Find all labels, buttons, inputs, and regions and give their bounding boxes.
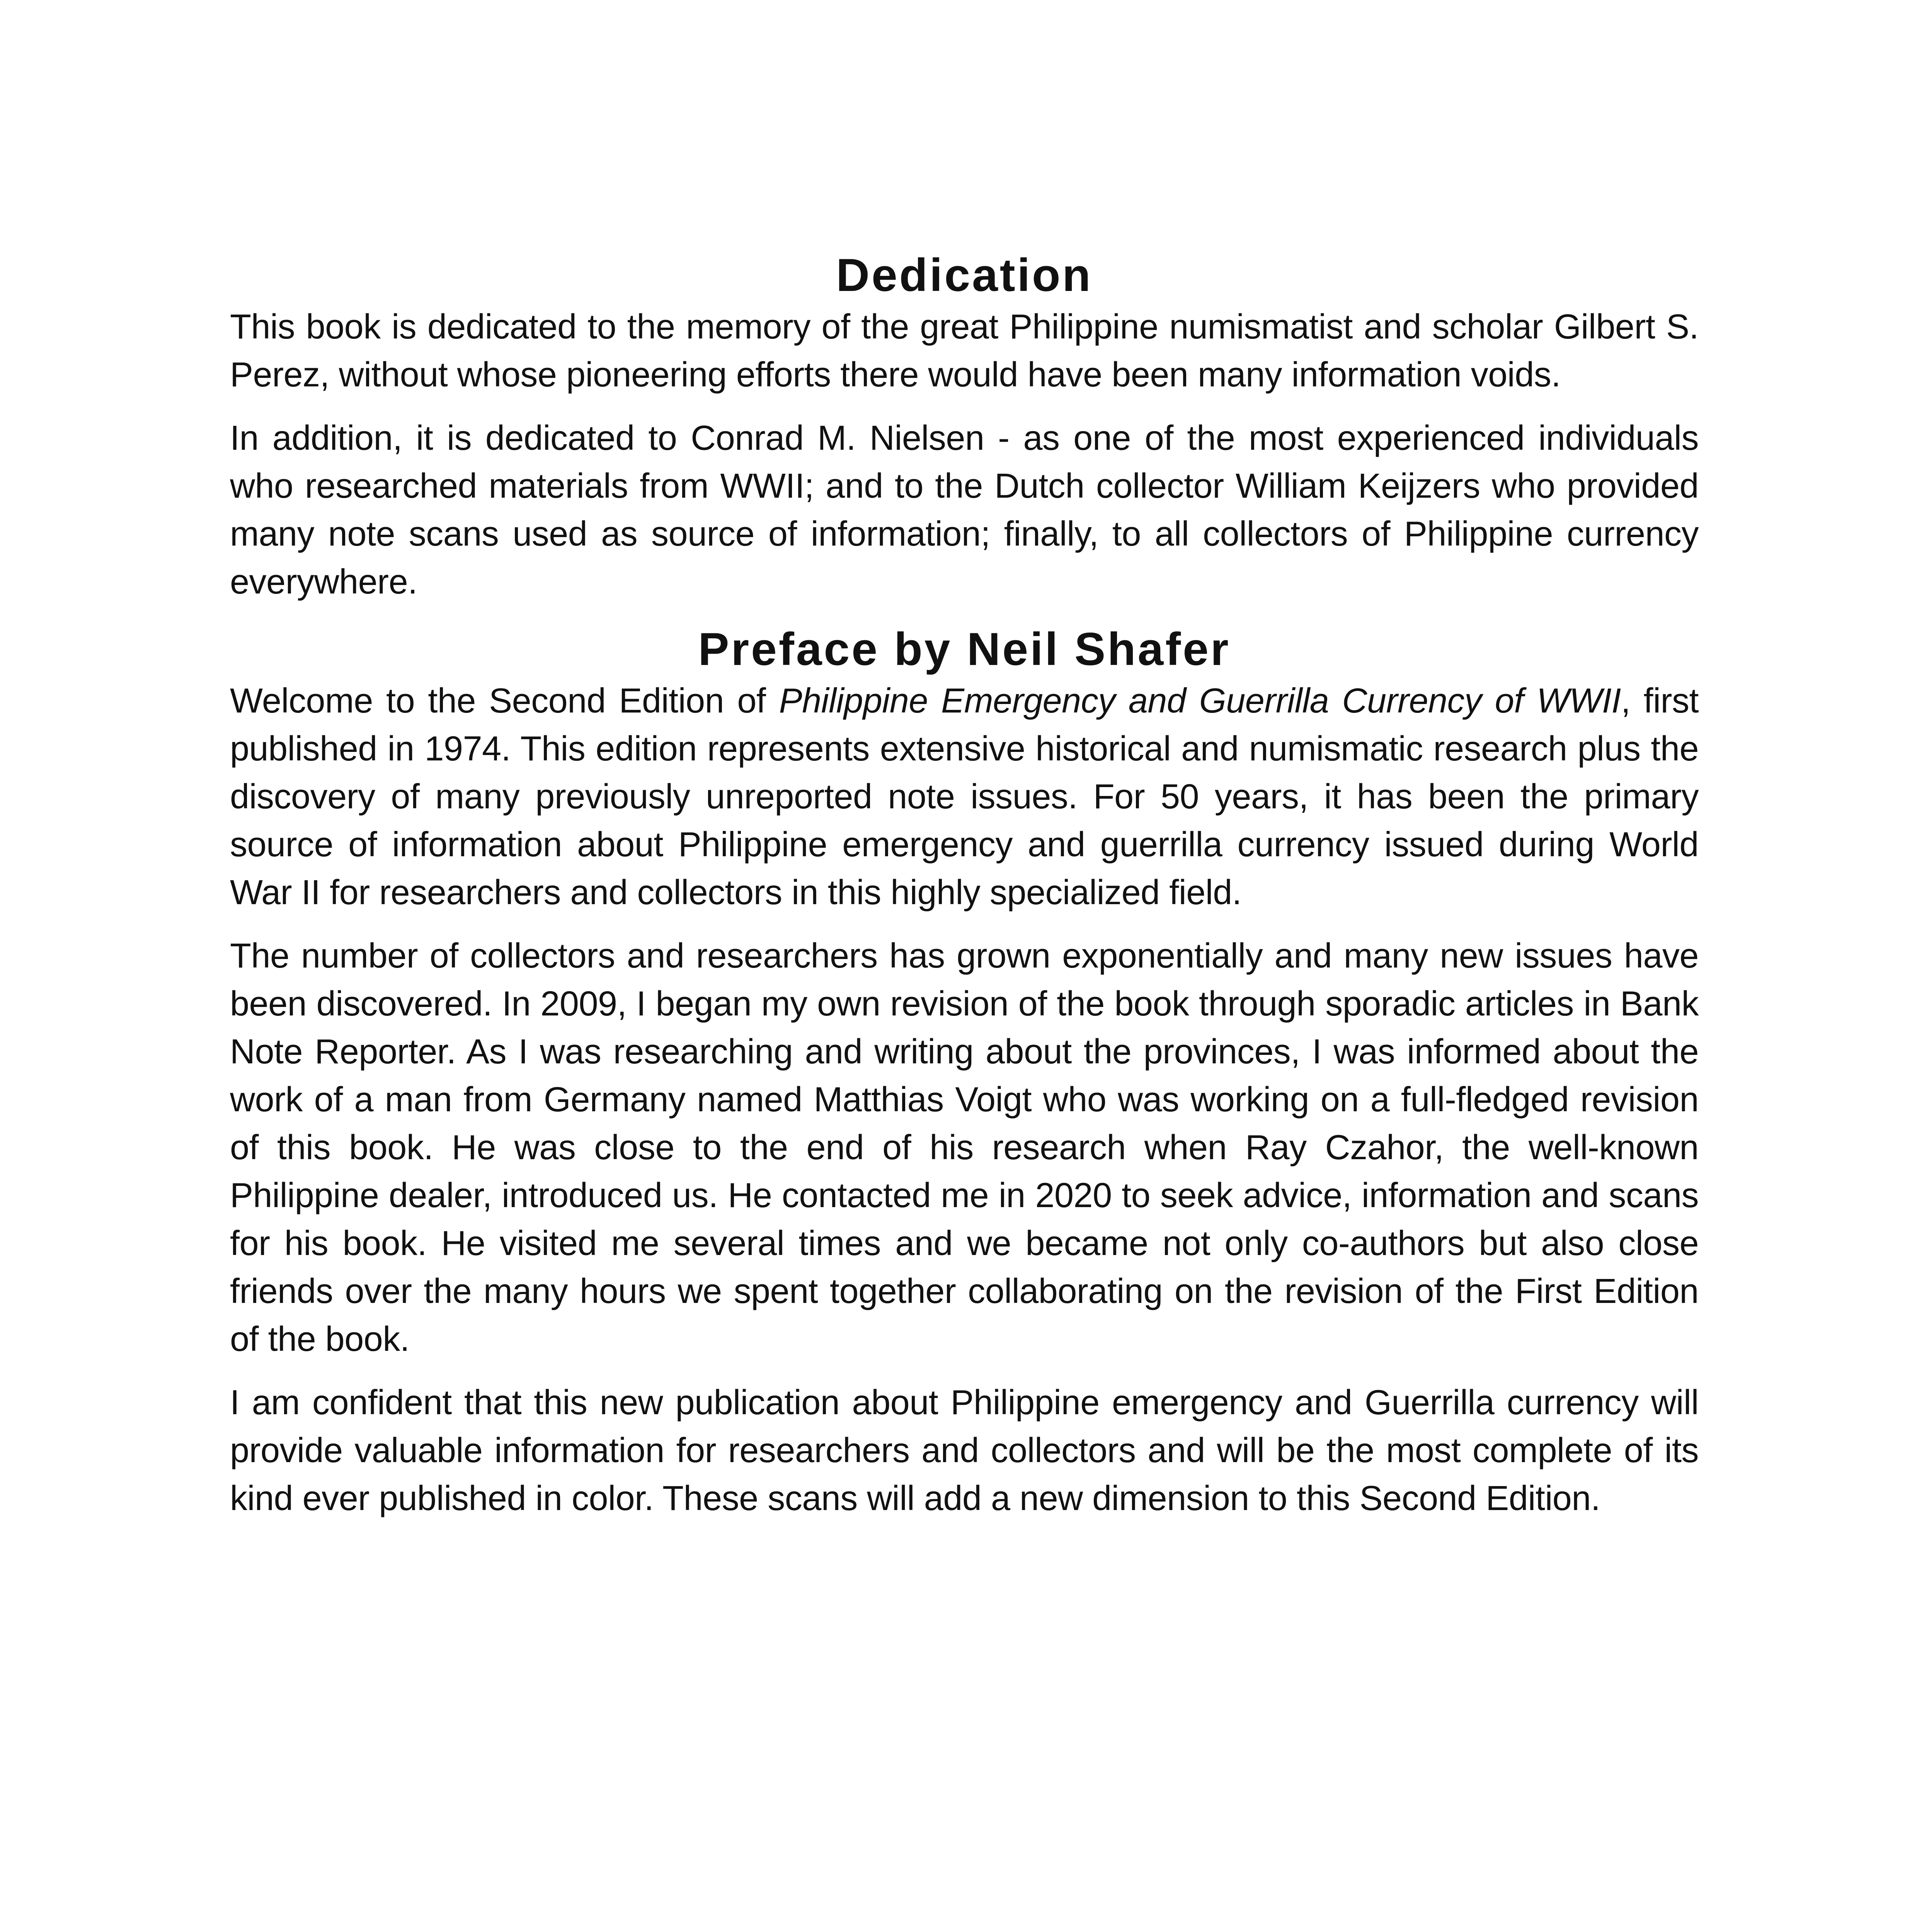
page-content [230,247,1699,1538]
dedication-paragraph: This book is dedicated to the memory of the great Philippine numismatist and scholar Gilbert S. Perez, without whose pioneering efforts there would have been many information voids. [230,308,1699,394]
dedication-paragraph: In addition, it is dedicated to Conrad M. Nielsen - as one of the most experienced individuals who researched materials from WWII; and to the Dutch collector William Keijzers who provided many note scans used as source of information; finally, to all collectors of Philippine currency everywhere. [230,419,1699,601]
dedication-section [230,247,1699,606]
preface-paragraph: The number of collectors and researchers has grown exponentially and many new issues have been discovered. In 2009, I began my own revision of the book through sporadic articles in Bank Note Reporter. As I was researching and writing about the provinces, I was informed about the work of a man from Germany named Matthias Voigt who was working on a full-fledged revision of this book. He was close to the end of his research when Ray Czahor, the well-known Philippine dealer, introduced us. He contacted me in 2020 to seek advice, information and scans for his book. He visited me several times and we became not only co-authors but also close friends over the many hours we spent together collaborating on the revision of the First Edition of the book. [230,937,1699,1359]
preface-paragraph: I am confident that this new publication about Philippine emergency and Guerrilla currency will provide valuable information for researchers and collectors and will be the most complete of its kind ever published in color. These scans will add a new dimension to this Second Edition. [230,1383,1699,1518]
preface-section [230,621,1699,1522]
book-title: Philippine Emergency and Guerrilla Currency of WWII [779,682,1621,720]
preface-intro-text: , first published in 1974. This edition represents extensive historical and numismatic research plus the discovery of many previously unreported note issues. For 50 years, it has been the primary source of information about Philippine emergency and guerrilla currency issued during World War II for researchers and collectors in this highly specialized field. [230,682,1699,912]
preface-intro-paragraph [230,677,1699,917]
preface-intro-text: Welcome to the Second Edition of [230,682,779,720]
preface-heading: Preface by Neil Shafer [698,623,1231,675]
dedication-heading: Dedication [836,249,1093,301]
